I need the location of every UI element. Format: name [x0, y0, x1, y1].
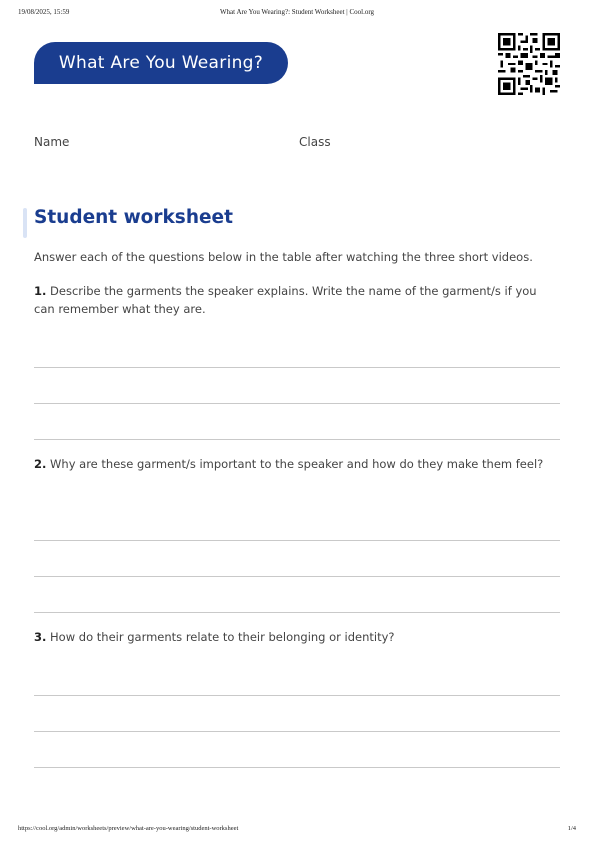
section-accent-bar [23, 208, 27, 238]
answer-line[interactable] [34, 612, 560, 613]
answer-line[interactable] [34, 731, 560, 732]
question-number: 3. [34, 630, 47, 644]
print-footer [18, 825, 576, 835]
answer-line[interactable] [34, 367, 560, 368]
question-2 [34, 455, 554, 473]
answer-line[interactable] [34, 439, 560, 440]
question-text: How do their garments relate to their belonging or identity? [50, 630, 395, 644]
answer-line[interactable] [34, 695, 560, 696]
answer-line[interactable] [34, 403, 560, 404]
answer-line[interactable] [34, 540, 560, 541]
print-title: What Are You Wearing?: Student Worksheet | Cool.org [219, 8, 375, 16]
question-number: 2. [34, 457, 47, 471]
name-field-label: Name [34, 135, 70, 149]
print-header [18, 8, 576, 18]
class-field-label: Class [299, 135, 331, 149]
question-text: Why are these garment/s important to the speaker and how do they make them feel? [50, 457, 544, 471]
question-1 [34, 282, 554, 318]
print-url: https://cool.org/admin/worksheets/preview/what-are-you-wearing/student-worksheet [18, 825, 239, 832]
answer-line[interactable] [34, 576, 560, 577]
worksheet-title-banner: What Are You Wearing? [34, 42, 288, 84]
question-text: Describe the garments the speaker explains. Write the name of the garment/s if you can remember what they are. [34, 284, 537, 316]
qr-code-icon [498, 33, 560, 95]
section-title: Student worksheet [34, 207, 233, 228]
intro-text: Answer each of the questions below in the table after watching the three short videos. [34, 250, 533, 264]
page-number: 1/4 [567, 825, 576, 832]
answer-line[interactable] [34, 767, 560, 768]
question-3 [34, 628, 554, 646]
question-number: 1. [34, 284, 47, 298]
print-date: 19/08/2025, 15:59 [18, 8, 70, 16]
